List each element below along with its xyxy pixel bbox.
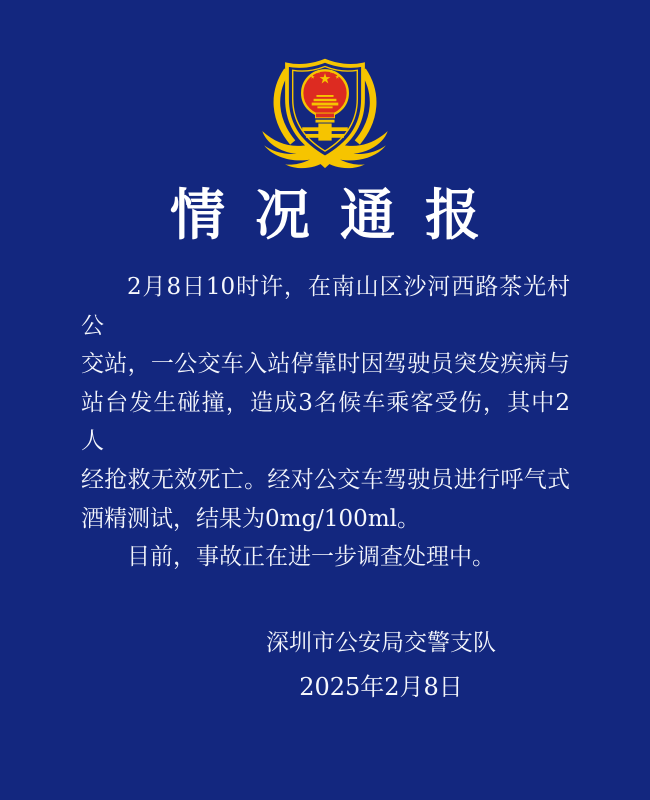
notice-title: 情况通报 <box>169 182 510 247</box>
body-line-4: 经抢救无效死亡。经对公交车驾驶员进行呼气式 <box>81 466 570 493</box>
body-line-5: 酒精测试，结果为0mg/100ml。 <box>81 505 420 532</box>
signature-block <box>56 628 650 702</box>
body-line-6: 目前，事故正在进一步调查处理中。 <box>127 544 495 571</box>
issue-date: 2025年2月8日 <box>299 673 463 701</box>
body-line-1: 2月8日10时许，在南山区沙河西路茶光村公 <box>81 274 570 339</box>
body-line-3: 站台发生碰撞，造成3名候车乘客受伤，其中2人 <box>81 389 570 455</box>
issuing-agency: 深圳市公安局交警支队 <box>266 630 496 656</box>
body-line-2: 交站，一公交车入站停靠时因驾驶员突发疾病与 <box>81 351 570 378</box>
notice-body <box>81 268 570 577</box>
police-badge-icon <box>258 57 392 171</box>
